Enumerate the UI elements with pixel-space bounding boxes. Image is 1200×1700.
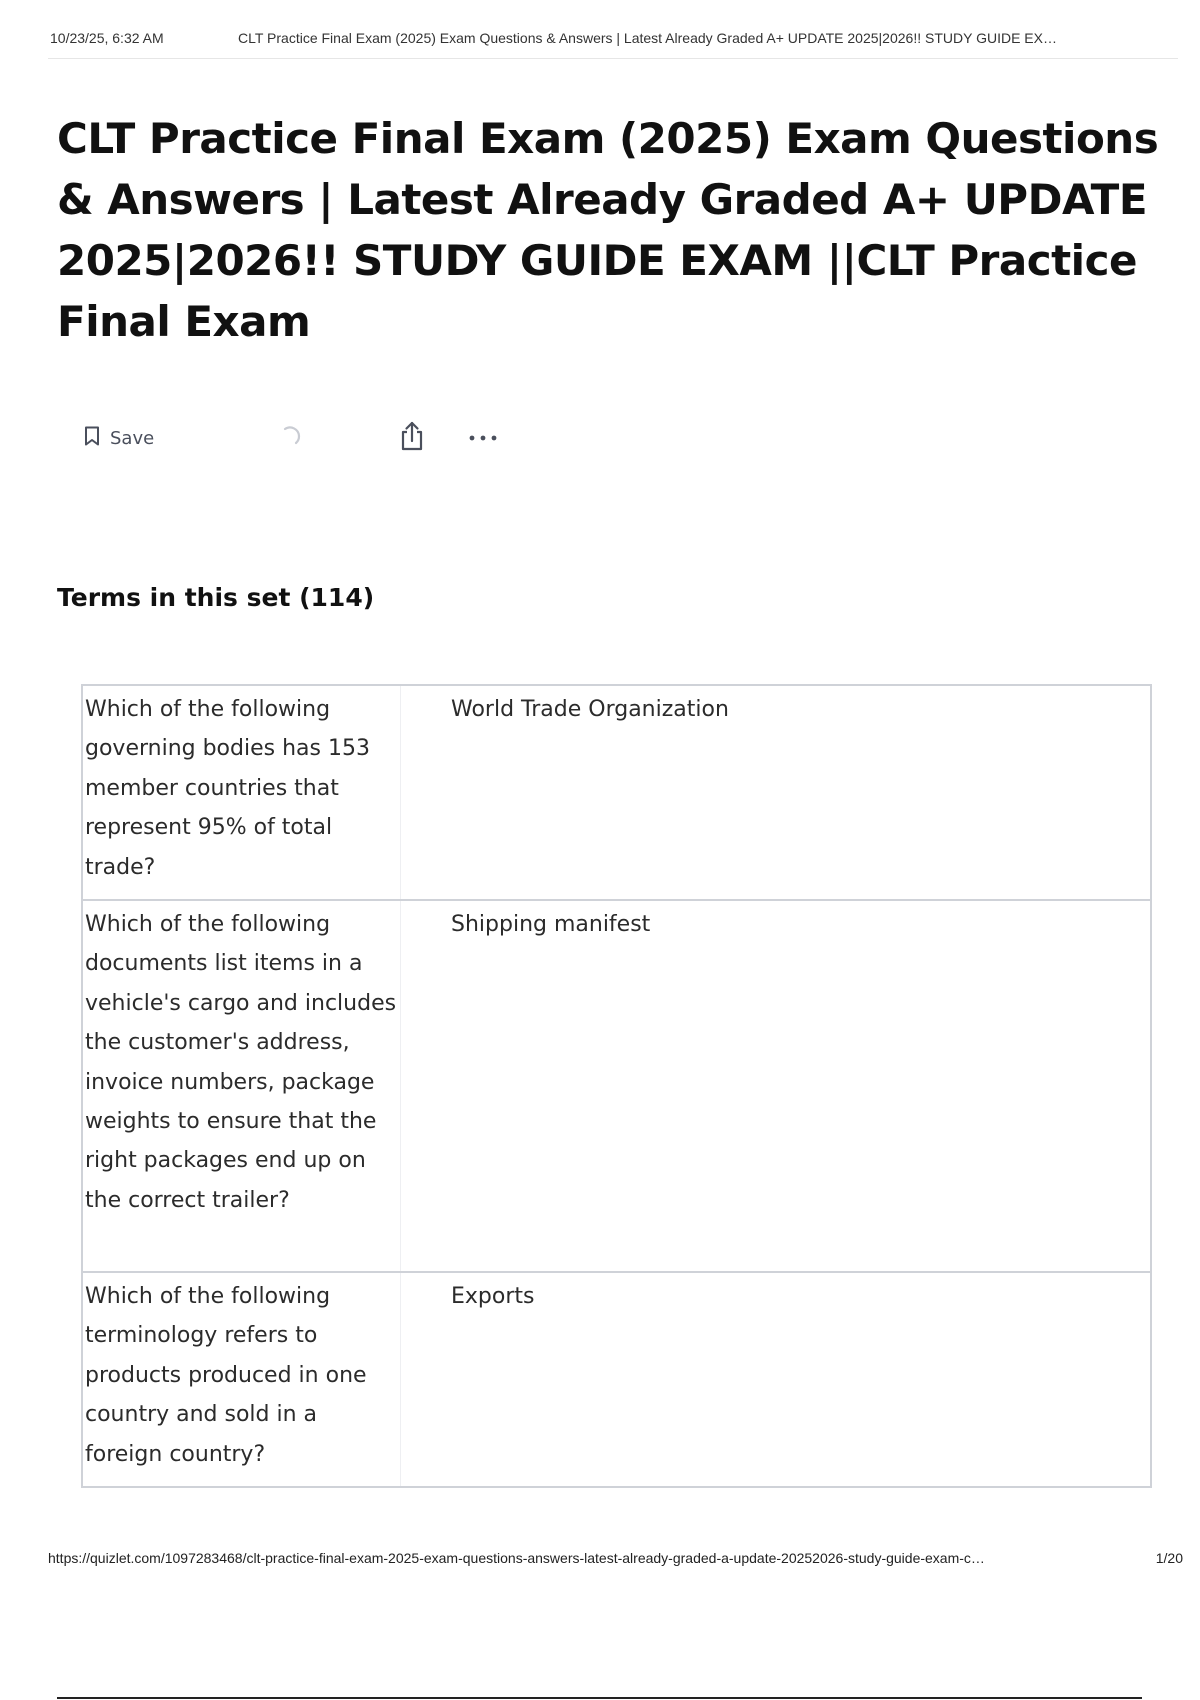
definition-text: Exports (451, 1284, 535, 1309)
term-text: Which of the following governing bodies has 153 member countries that represent 95% of total trade? (83, 686, 401, 899)
term-row (83, 1273, 1150, 1486)
more-options-icon (468, 429, 498, 447)
share-button[interactable] (398, 420, 426, 456)
definition-text: World Trade Organization (451, 697, 729, 722)
definition-text: Shipping manifest (451, 912, 651, 937)
term-row (83, 901, 1150, 1273)
save-label: Save (110, 427, 155, 449)
save-button[interactable] (84, 420, 154, 456)
page-number: 1/20 (1155, 1550, 1183, 1566)
loading-spinner-icon (280, 424, 304, 453)
print-header (48, 30, 1178, 59)
term-row (83, 686, 1150, 901)
print-doc-title: CLT Practice Final Exam (2025) Exam Questions & Answers | Latest Already Graded A+ UPDATE 2025|2026!! STUDY GUIDE EX… (238, 30, 1057, 46)
page-title: CLT Practice Final Exam (2025) Exam Questions & Answers | Latest Already Graded A+ UPDATE 2025|2026!! STUDY GUIDE EXAM ||CLT Practice Final Exam (57, 114, 1159, 346)
page-divider (57, 1697, 1142, 1699)
terms-count-heading: Terms in this set (114) (57, 583, 375, 612)
share-icon (398, 421, 426, 456)
term-text: Which of the following terminology refers to products produced in one country and sold in a foreign country? (83, 1273, 401, 1486)
print-footer (48, 1550, 1183, 1570)
bookmark-icon (84, 426, 100, 451)
terms-table (81, 684, 1152, 1488)
loading-indicator (280, 420, 304, 456)
more-options-button[interactable] (468, 420, 498, 456)
term-text: Which of the following documents list items in a vehicle's cargo and includes the customer's address, invoice numbers, package weights to ensure that the right packages end up on the correct trailer? (83, 901, 401, 1271)
action-toolbar (84, 420, 524, 456)
print-date: 10/23/25, 6:32 AM (50, 30, 164, 46)
page-url: https://quizlet.com/1097283468/clt-practice-final-exam-2025-exam-questions-answers-latest-already-graded-a-update-20252026-study-guide-exam-c… (48, 1550, 985, 1566)
